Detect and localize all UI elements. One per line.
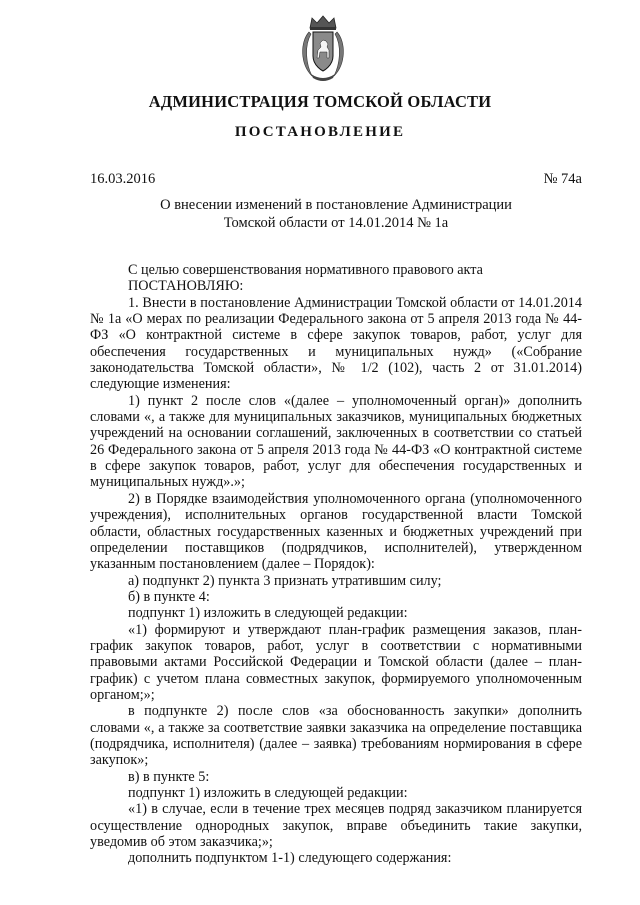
body-paragraph: а) подпункт 2) пункта 3 признать утратившим силу; bbox=[128, 572, 442, 589]
document-date: 16.03.2016 bbox=[90, 171, 156, 187]
body-paragraph: в подпункте 2) после слов «за обоснованность закупки» дополнить словами «, а также за соответствие заявки заказчика на определение поставщика (подрядчика, исполнителя) (далее – заявка) требованиям нормирования в сфере закупок»; bbox=[90, 703, 582, 769]
body-paragraph: «1) в случае, если в течение трех месяцев подряд заказчиком планируется осуществление однородных закупок, вправе объединить такие закупки, уведомив об этом заказчика;»; bbox=[90, 801, 582, 851]
body-paragraph: подпункт 1) изложить в следующей редакции: bbox=[128, 785, 408, 801]
tomsk-coat-of-arms-icon bbox=[298, 14, 348, 84]
body-paragraph: 1) пункт 2 после слов «(далее – уполномоченный орган)» дополнить словами «, а также для муниципальных заказчиков, муниципальных бюджетных учреждений на основании соглашений, заключенных в соответствии со статьей 26 Федерального закона от 5 апреля 2013 года № 44-ФЗ «О контрактной системе в сфере закупок товаров, работ, услуг для обеспечения государственных и муниципальных нужд».»; bbox=[90, 392, 582, 491]
body-paragraph: б) в пункте 4: bbox=[128, 588, 210, 605]
body-paragraph: в) в пункте 5: bbox=[128, 768, 210, 785]
body-paragraph: ПОСТАНОВЛЯЮ: bbox=[128, 278, 244, 295]
document-type-title: ПОСТАНОВЛЕНИЕ bbox=[234, 124, 406, 140]
body-paragraph: 1. Внести в постановление Администрации Томской области от 14.01.2014 № 1а «О мерах по реализации Федерального закона от 5 апреля 2013 года № 44-ФЗ «О контрактной системе в сфере закупок товаров, работ, услуг для обеспечения государственных и муниципальных нужд» («Собрание законодательства Томской области», № 1/2 (102), часть 2 от 31.01.2014) следующие изменения: bbox=[90, 294, 582, 393]
organization-title: АДМИНИСТРАЦИЯ ТОМСКОЙ ОБЛАСТИ bbox=[148, 92, 492, 111]
document-number: № 74а bbox=[543, 171, 582, 187]
document-subject bbox=[90, 197, 582, 232]
body-paragraph: 2) в Порядке взаимодействия уполномоченного органа (уполномоченного учреждения), исполнительных органов государственной власти Томской области, областных государственных казенных и бюджетных учреждений при определении поставщиков (подрядчиков, исполнителей), утвержденном указанным постановлением (далее – Порядок): bbox=[90, 490, 582, 573]
body-paragraph: подпункт 1) изложить в следующей редакции: bbox=[128, 605, 408, 622]
subject-line: О внесении изменений в постановление Администрации bbox=[160, 197, 512, 213]
body-paragraph: С целью совершенствования нормативного правового акта bbox=[128, 262, 483, 278]
body-paragraph: «1) формируют и утверждают план-график размещения заказов, план-график закупок товаров, работ, услуг в соответствии с нормативными правовыми актами Российской Федерации и Томской области (далее – план-график) с учетом плана совместных закупок, формируемого уполномоченным органом;»; bbox=[90, 621, 582, 703]
body-paragraph: дополнить подпунктом 1-1) следующего содержания: bbox=[128, 850, 452, 867]
subject-line: Томской области от 14.01.2014 № 1а bbox=[223, 214, 449, 231]
document-body bbox=[90, 262, 582, 867]
